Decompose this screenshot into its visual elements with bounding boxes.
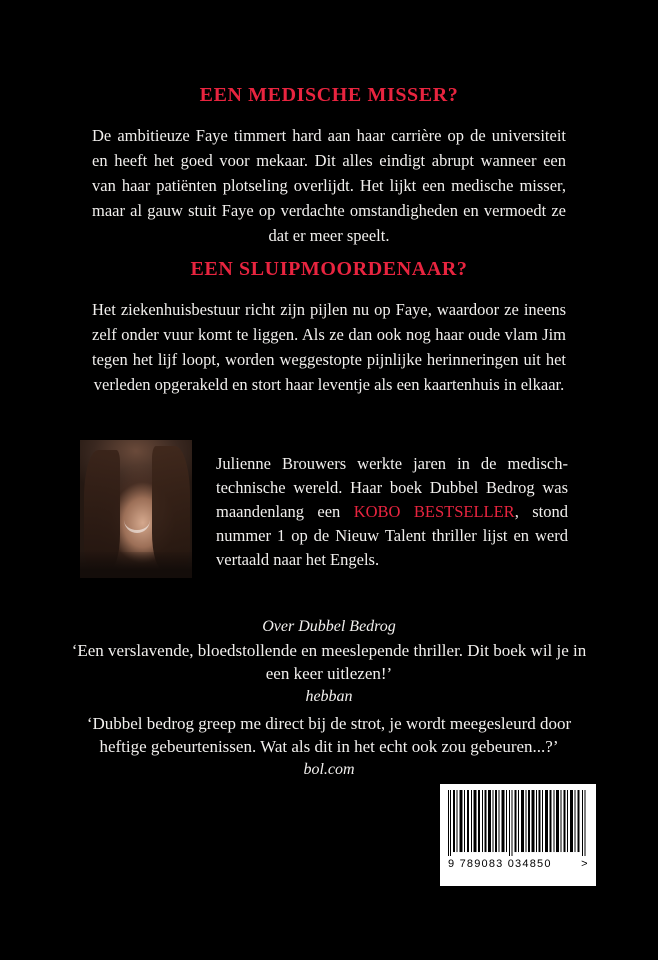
review-quote-1-source: hebban <box>305 688 353 705</box>
section-heading-2: EEN SLUIPMOORDENAAR? <box>190 258 468 280</box>
author-bio-part-2: , stond nummer 1 op de Nieuw Talent thriller lijst en werd vertaald naar het Engels. <box>216 502 568 569</box>
review-quote-1-text: ‘Een verslavende, bloedstollende en meeslepende thriller. Dit boek wil je in een keer uitlezen!’ <box>71 641 587 683</box>
barcode-digits <box>448 856 588 870</box>
review-quote-1-intro: Over Dubbel Bedrog <box>262 618 396 635</box>
review-quote-2-text: ‘Dubbel bedrog greep me direct bij de strot, je wordt meegesleurd door heftige gebeurtenissen. Wat als dit in het echt ook zou gebeuren...?’ <box>86 714 572 756</box>
section-paragraph-1: De ambitieuze Faye timmert hard aan haar carrière op de universiteit en heeft het goed voor mekaar. Dit alles eindigt abrupt wanneer een van haar patiënten plotseling overlijdt. Het lijkt een medische misser, maar al gauw stuit Faye op verdachte omstandigheden en vermoedt ze dat er meer speelt. <box>92 126 566 245</box>
kobo-bestseller-highlight: KOBO BESTSELLER <box>353 502 515 521</box>
review-quote-1 <box>64 616 594 708</box>
author-bio-part-1: Julienne Brouwers werkte jaren in de medisch-technische wereld. Haar boek Dubbel Bedrog was maandenlang een <box>216 454 568 521</box>
author-biography <box>216 452 568 572</box>
portrait-shirt <box>80 552 192 578</box>
review-quote-2-source: bol.com <box>303 761 355 778</box>
review-quote-2 <box>64 712 594 781</box>
barcode-bars <box>448 790 588 856</box>
barcode-number: 9 789083 034850 <box>448 858 552 870</box>
barcode <box>440 784 596 886</box>
section-heading-1: EEN MEDISCHE MISSER? <box>199 84 459 106</box>
barcode-suffix: > <box>581 858 588 870</box>
portrait-image <box>80 440 192 578</box>
portrait-smile <box>124 520 150 533</box>
author-portrait-photo <box>80 440 192 578</box>
section-paragraph-2: Het ziekenhuisbestuur richt zijn pijlen nu op Faye, waardoor ze ineens zelf onder vuur komt te liggen. Als ze dan ook nog haar oude vlam Jim tegen het lijf loopt, worden weggestopte pijnlijke herinneringen uit het verleden opgerakeld en stort haar leventje als een kaartenhuis in elkaar. <box>92 300 566 394</box>
